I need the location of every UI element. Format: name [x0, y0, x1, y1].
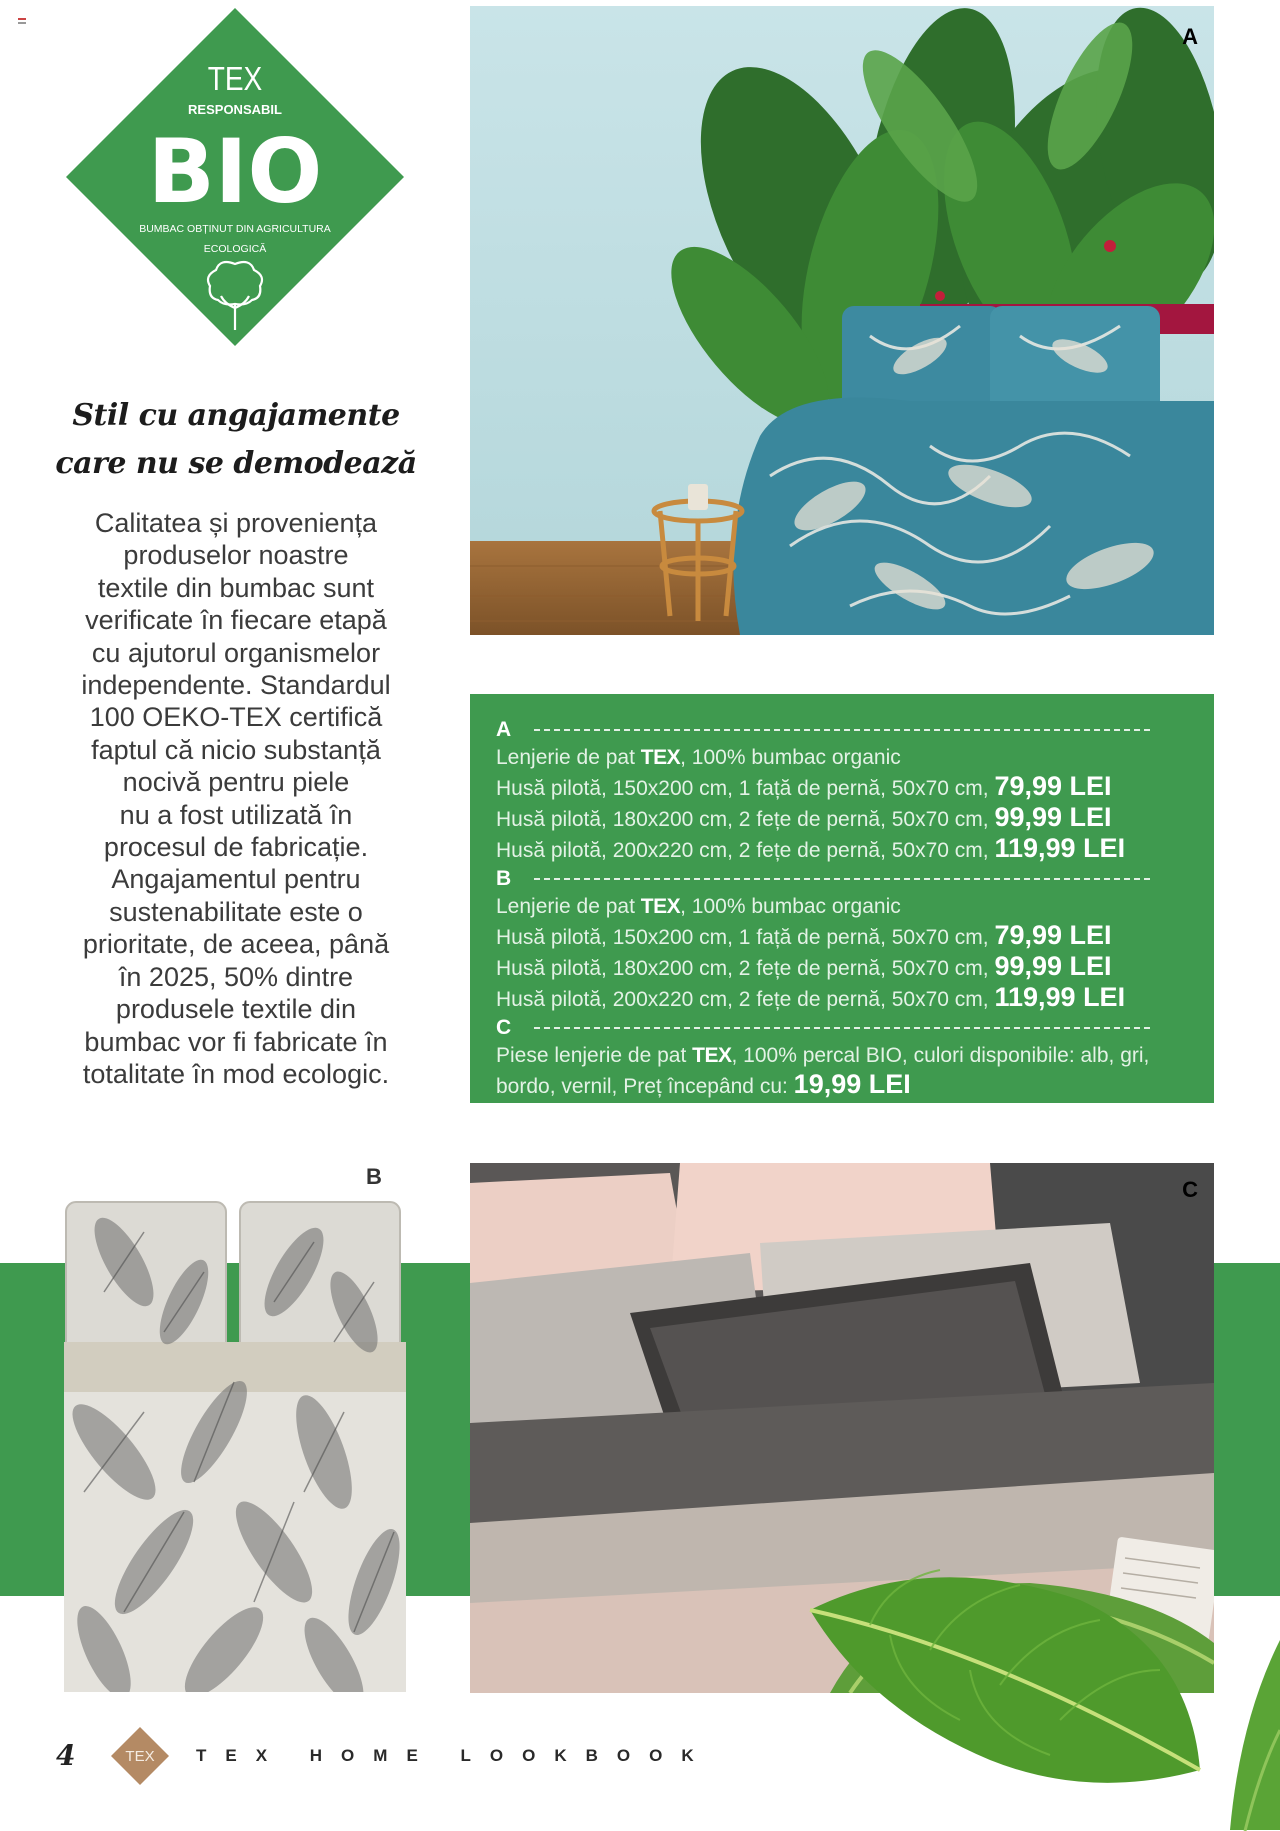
intro-line: procesul de fabricație.: [103, 832, 369, 863]
price-line: [496, 921, 1188, 952]
headline-line-2: care nu se demodează: [55, 446, 417, 481]
price-line: [496, 983, 1188, 1014]
item-price: 79,99 LEI: [994, 920, 1112, 950]
photo-b-leaf-bedding: [64, 1192, 406, 1692]
intro-line: bumbac vor fi fabricate în: [84, 1026, 388, 1057]
product-text: , 100% bumbac organic: [680, 895, 901, 918]
item-price: 99,99 LEI: [994, 951, 1112, 981]
intro-line: independente. Standardul: [81, 670, 391, 701]
product-text: Lenjerie de pat: [496, 895, 641, 918]
product-text: Piese lenjerie de pat: [496, 1044, 693, 1067]
bio-badge: [66, 8, 404, 346]
intro-line: produsele textile din: [115, 994, 357, 1025]
page-number: 4: [56, 1739, 76, 1772]
item-desc: Husă pilotă, 200x220 cm, 2 fețe de pernă, 50x70 cm,: [496, 839, 995, 862]
item-price: 19,99 LEI: [793, 1069, 911, 1099]
item-price: 119,99 LEI: [994, 982, 1126, 1012]
badge-desc-line1: BUMBAC OBȚINUT DIN AGRICULTURA: [139, 223, 331, 235]
price-line: [496, 803, 1188, 834]
section-a-header: [496, 716, 1188, 744]
intro-line: produselor noastre: [123, 540, 349, 571]
product-text: bordo, vernil, Preț începând cu:: [496, 1075, 794, 1098]
headline-line-1: Stil cu angajamente: [72, 398, 400, 433]
tex-logo-text: TEX: [125, 1748, 155, 1765]
intro-line: prioritate, de aceea, până: [82, 929, 390, 960]
intro-line: sustenabilitate este o: [109, 896, 363, 927]
brand-name: TEX: [692, 1044, 732, 1067]
photo-c-label: C: [1182, 1177, 1198, 1202]
section-b-header: [496, 865, 1188, 893]
section-c-label: C: [496, 1016, 512, 1039]
item-desc: Husă pilotă, 150x200 cm, 1 față de pernă, 50x70 cm,: [496, 777, 995, 800]
intro-line: în 2025, 50% dintre: [118, 961, 354, 992]
product-text: , 100% percal BIO, culori disponibile: alb, gri,: [731, 1044, 1150, 1067]
item-price: 99,99 LEI: [994, 802, 1112, 832]
intro-line: cu ajutorul organismelor: [91, 637, 381, 668]
photo-b-label: B: [366, 1164, 382, 1189]
brand-name: TEX: [640, 895, 681, 918]
dashed-divider: [534, 878, 1150, 880]
photo-a-label: A: [1182, 24, 1198, 49]
headline: [40, 392, 432, 488]
item-price: 79,99 LEI: [994, 771, 1112, 801]
intro-line: textile din bumbac sunt: [97, 572, 375, 603]
intro-line: Calitatea și proveniența: [94, 508, 378, 538]
section-b-label: B: [496, 867, 512, 890]
item-desc: Husă pilotă, 200x220 cm, 2 fețe de pernă, 50x70 cm,: [496, 988, 995, 1011]
dashed-divider: [534, 1027, 1150, 1029]
intro-paragraph: [58, 507, 414, 1090]
price-box: [470, 694, 1214, 1103]
photo-a-tropical-bedding: [470, 6, 1214, 635]
intro-line: Angajamentul pentru: [111, 864, 361, 895]
brand-name: TEX: [640, 746, 681, 769]
section-a-label: A: [496, 718, 512, 741]
section-b-product: [496, 893, 1188, 921]
intro-line: totalitate în mod ecologic.: [82, 1058, 390, 1089]
product-text: Lenjerie de pat: [496, 746, 641, 769]
tex-logo: [111, 1727, 169, 1785]
section-c-line-1: [496, 1042, 1188, 1070]
item-desc: Husă pilotă, 180x200 cm, 2 fețe de pernă, 50x70 cm,: [496, 808, 995, 831]
intro-line: 100 OEKO-TEX certifică: [89, 702, 383, 733]
section-c-header: [496, 1014, 1188, 1042]
item-desc: Husă pilotă, 180x200 cm, 2 fețe de pernă, 50x70 cm,: [496, 957, 995, 980]
product-text: , 100% bumbac organic: [680, 746, 901, 769]
badge-title: BIO: [147, 120, 323, 223]
intro-line: nocivă pentru piele: [122, 767, 350, 798]
section-c-line-2: [496, 1070, 1188, 1101]
price-line: [496, 952, 1188, 983]
item-desc: Husă pilotă, 150x200 cm, 1 față de pernă, 50x70 cm,: [496, 926, 995, 949]
intro-line: faptul că nicio substanță: [91, 734, 381, 765]
banana-leaf-decoration: [790, 1540, 1280, 1831]
intro-line: nu a fost utilizată în: [119, 799, 353, 830]
lookbook-title: TEX HOME LOOKBOOK: [196, 1746, 713, 1765]
badge-desc-line2: ECOLOGICĂ: [203, 243, 267, 255]
item-price: 119,99 LEI: [994, 833, 1126, 863]
price-line: [496, 834, 1188, 865]
intro-line: verificate în fiecare etapă: [85, 605, 387, 636]
dashed-divider: [534, 729, 1150, 731]
price-line: [496, 772, 1188, 803]
badge-subtitle: RESPONSABIL: [188, 102, 282, 117]
section-a-product: [496, 744, 1188, 772]
corner-mark-icon: [18, 18, 28, 26]
badge-brand: TEX: [207, 60, 263, 98]
